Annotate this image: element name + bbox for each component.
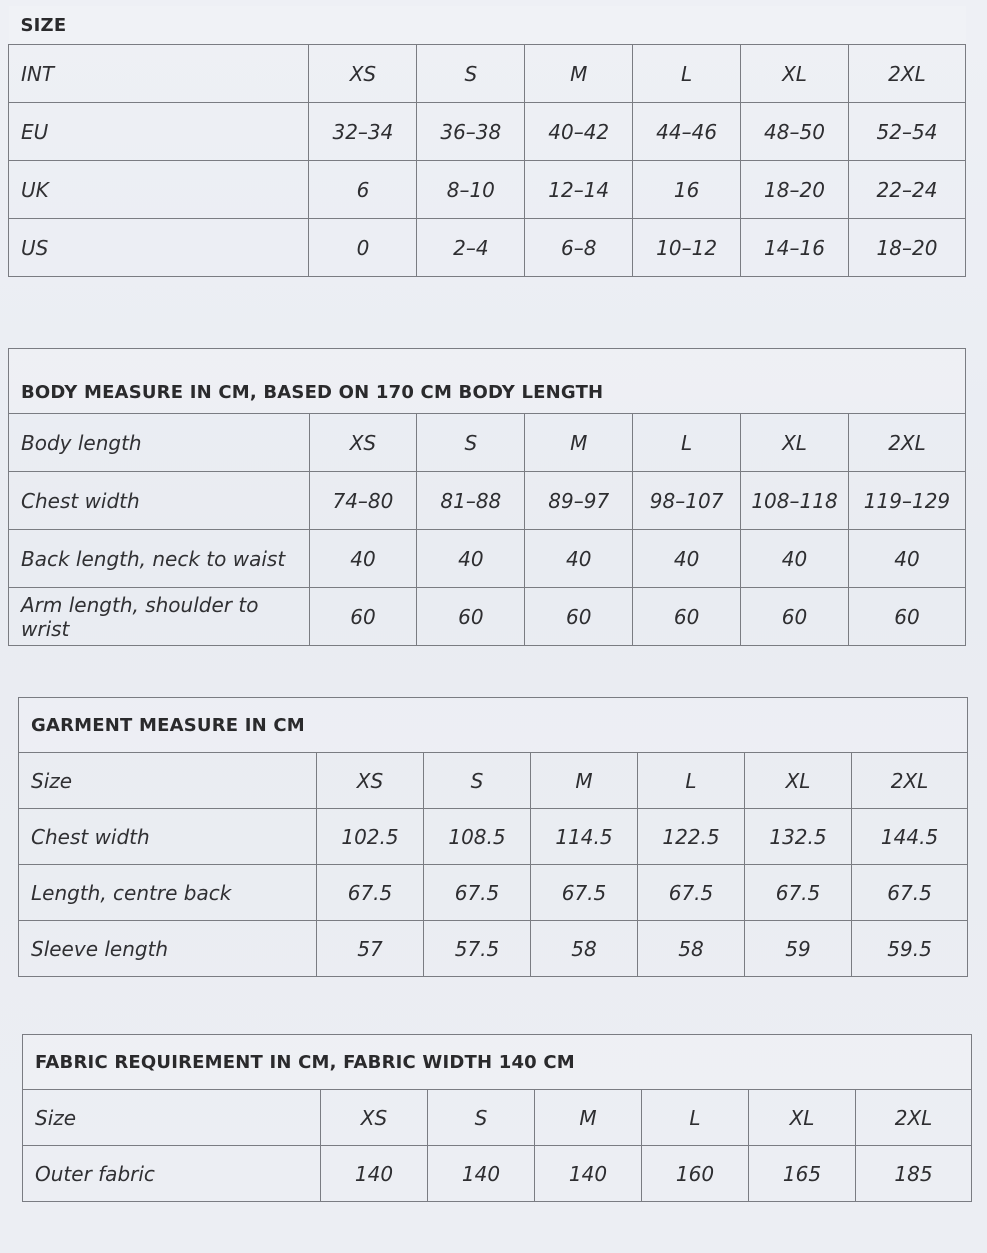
size-header-xl: XL [741,414,849,472]
cell-value: 74–80 [309,472,417,530]
row-label: EU [9,103,309,161]
body-measure-title: BODY MEASURE IN CM, BASED ON 170 CM BODY LENGTH [9,349,966,414]
cell-value: 58 [638,921,745,977]
cell-value: 6 [309,161,417,219]
size-header-s: S [424,753,531,809]
fabric-requirement-title: FABRIC REQUIREMENT IN CM, FABRIC WIDTH 140 CM [23,1035,972,1090]
cell-value: 114.5 [531,809,638,865]
size-header-xl: XL [741,45,849,103]
cell-value: 12–14 [525,161,633,219]
size-table-header-row [9,45,966,103]
cell-value: 67.5 [317,865,424,921]
cell-value: 132.5 [745,809,852,865]
cell-value: 22–24 [848,161,965,219]
garment-measure-section [18,697,956,977]
cell-value: 59.5 [852,921,968,977]
size-header-xl: XL [749,1090,856,1146]
cell-value: 16 [633,161,741,219]
body-measure-section [8,348,966,646]
cell-value: 59 [745,921,852,977]
row-label: UK [9,161,309,219]
cell-value: 122.5 [638,809,745,865]
cell-value: 18–20 [741,161,849,219]
cell-value: 67.5 [638,865,745,921]
cell-value: 0 [309,219,417,277]
cell-value: 48–50 [741,103,849,161]
cell-value: 98–107 [633,472,741,530]
cell-value: 160 [642,1146,749,1202]
cell-value: 144.5 [852,809,968,865]
cell-value: 60 [741,588,849,646]
cell-value: 89–97 [525,472,633,530]
size-header-m: M [525,414,633,472]
row-label: Chest width [9,472,310,530]
cell-value: 60 [848,588,965,646]
table-row [9,588,966,646]
table-row [9,530,966,588]
cell-value: 60 [417,588,525,646]
size-header-s: S [428,1090,535,1146]
size-header-s: S [417,414,525,472]
cell-value: 67.5 [745,865,852,921]
cell-value: 60 [309,588,417,646]
cell-value: 140 [535,1146,642,1202]
cell-value: 185 [856,1146,972,1202]
table-row [9,472,966,530]
garment-table-header-row [19,753,968,809]
size-header-xl: XL [745,753,852,809]
cell-value: 2–4 [417,219,525,277]
size-header-m: M [525,45,633,103]
cell-value: 52–54 [848,103,965,161]
row-label: US [9,219,309,277]
row-label: Back length, neck to waist [9,530,310,588]
table-row [19,809,968,865]
cell-value: 108–118 [741,472,849,530]
cell-value: 165 [749,1146,856,1202]
size-table-section [8,6,966,277]
body-measure-table [8,348,966,646]
cell-value: 102.5 [317,809,424,865]
cell-value: 81–88 [417,472,525,530]
cell-value: 40 [848,530,965,588]
size-header-m: M [531,753,638,809]
header-label: INT [9,45,309,103]
cell-value: 40 [741,530,849,588]
cell-value: 10–12 [633,219,741,277]
size-header-xs: XS [309,414,417,472]
size-header-xs: XS [309,45,417,103]
table-row [19,865,968,921]
cell-value: 57 [317,921,424,977]
header-label: Body length [9,414,310,472]
cell-value: 44–46 [633,103,741,161]
cell-value: 67.5 [424,865,531,921]
row-label: Length, centre back [19,865,317,921]
cell-value: 36–38 [417,103,525,161]
row-label: Sleeve length [19,921,317,977]
table-row [9,161,966,219]
cell-value: 40 [525,530,633,588]
size-header-2xl: 2XL [848,414,965,472]
garment-measure-table [18,697,968,977]
table-row [9,103,966,161]
garment-measure-title: GARMENT MEASURE IN CM [19,698,968,753]
cell-value: 14–16 [741,219,849,277]
size-header-xs: XS [317,753,424,809]
table-row [19,921,968,977]
size-table [8,6,966,277]
header-label: Size [19,753,317,809]
fabric-table-header-row [23,1090,972,1146]
cell-value: 119–129 [848,472,965,530]
size-header-2xl: 2XL [852,753,968,809]
size-header-l: L [633,45,741,103]
size-header-l: L [642,1090,749,1146]
cell-value: 40–42 [525,103,633,161]
cell-value: 6–8 [525,219,633,277]
row-label: Arm length, shoulder to wrist [9,588,310,646]
cell-value: 18–20 [848,219,965,277]
cell-value: 67.5 [531,865,638,921]
table-row [23,1146,972,1202]
size-header-2xl: 2XL [856,1090,972,1146]
size-header-m: M [535,1090,642,1146]
cell-value: 8–10 [417,161,525,219]
fabric-requirement-section [22,1034,952,1202]
fabric-requirement-table [22,1034,972,1202]
cell-value: 57.5 [424,921,531,977]
body-table-header-row [9,414,966,472]
size-header-2xl: 2XL [848,45,965,103]
size-header-l: L [633,414,741,472]
size-table-title: SIZE [9,6,966,45]
table-row [9,219,966,277]
cell-value: 58 [531,921,638,977]
cell-value: 67.5 [852,865,968,921]
row-label: Outer fabric [23,1146,321,1202]
header-label: Size [23,1090,321,1146]
size-header-l: L [638,753,745,809]
size-header-s: S [417,45,525,103]
row-label: Chest width [19,809,317,865]
cell-value: 40 [633,530,741,588]
cell-value: 32–34 [309,103,417,161]
cell-value: 60 [633,588,741,646]
cell-value: 40 [309,530,417,588]
cell-value: 140 [428,1146,535,1202]
size-header-xs: XS [321,1090,428,1146]
cell-value: 40 [417,530,525,588]
cell-value: 108.5 [424,809,531,865]
cell-value: 60 [525,588,633,646]
cell-value: 140 [321,1146,428,1202]
